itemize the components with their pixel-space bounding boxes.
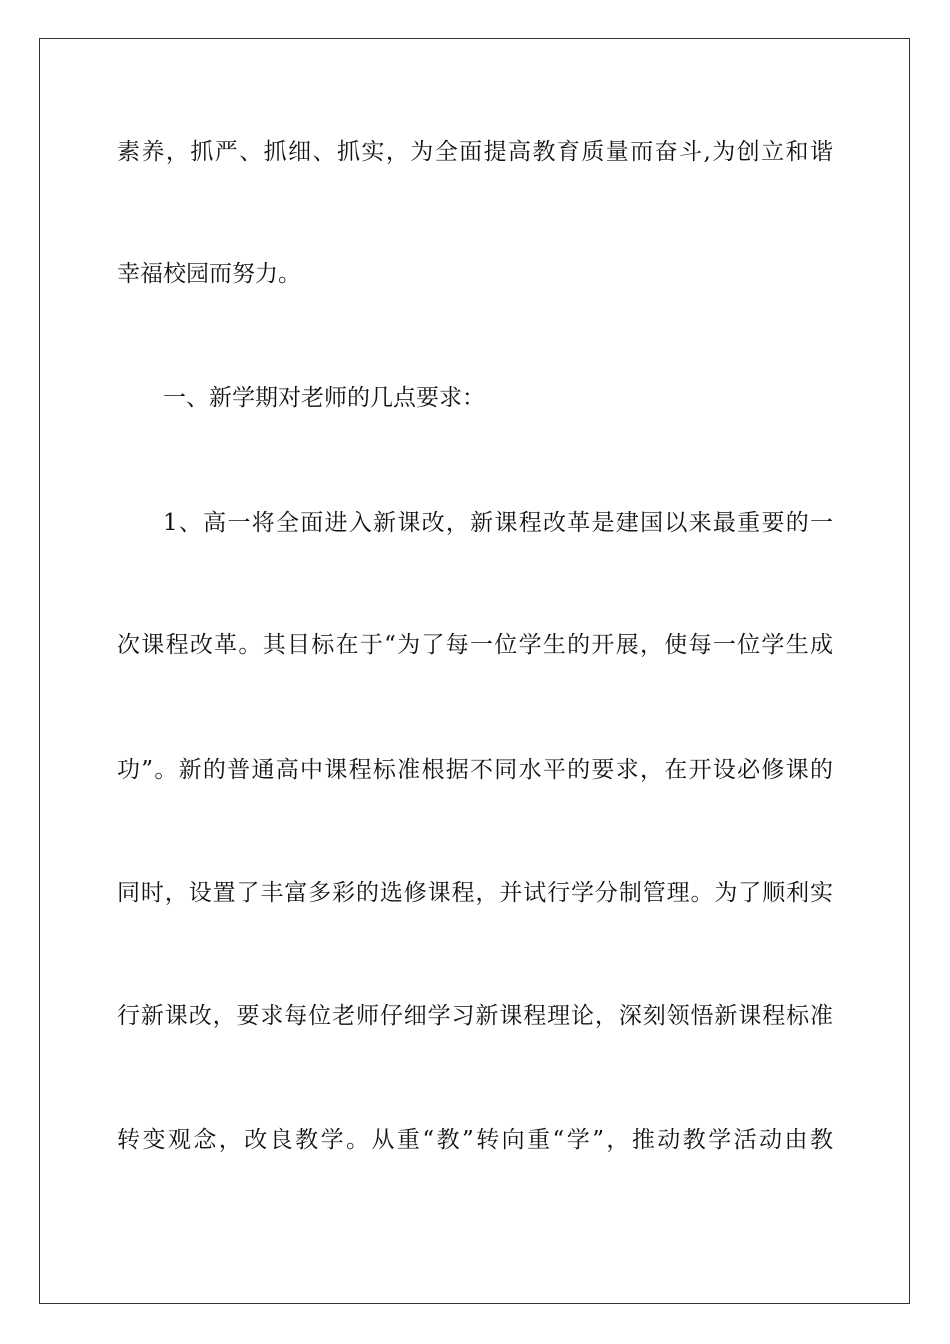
body-text-line-1: 素养，抓严、抓细、抓实，为全面提高教育质量而奋斗,为创立和谐: [117, 139, 833, 165]
body-text-line-7: 行新课改，要求每位老师仔细学习新课程理论，深刻领悟新课程标准: [117, 1003, 833, 1029]
body-text-line-6: 同时，设置了丰富多彩的选修课程，并试行学分制管理。为了顺利实: [117, 880, 833, 906]
page-border: [39, 38, 910, 1304]
body-text-line-2: 幸福校园而努力。: [117, 261, 301, 287]
body-text-line-3: 1、高一将全面进入新课改，新课程改革是建国以来最重要的一: [163, 510, 833, 536]
body-text-line-4: 次课程改革。其目标在于“为了每一位学生的开展，使每一位学生成: [117, 632, 833, 658]
body-text-line-8: 转变观念，改良教学。从重“教”转向重“学”，推动教学活动由教: [117, 1127, 833, 1153]
section-heading: 一、新学期对老师的几点要求：: [163, 385, 485, 411]
body-text-line-5: 功”。新的普通高中课程标准根据不同水平的要求，在开设必修课的: [117, 757, 833, 783]
